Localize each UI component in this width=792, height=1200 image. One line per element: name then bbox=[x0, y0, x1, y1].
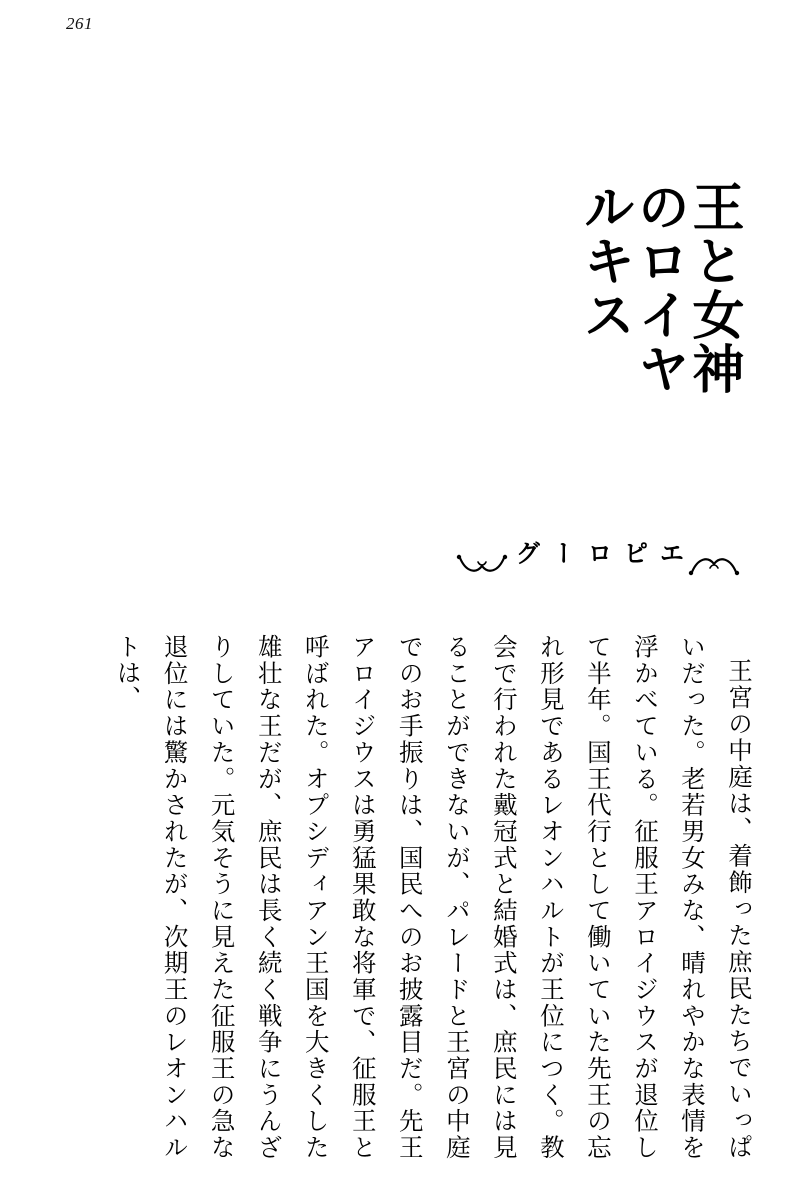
chapter-title: 王と女神のロイヤルキス bbox=[573, 180, 743, 396]
body-text-block bbox=[104, 634, 762, 1160]
chapter-label: エピローグ bbox=[512, 539, 685, 568]
flourish-ornament-top bbox=[688, 552, 740, 578]
flourish-ornament-bottom bbox=[456, 552, 508, 578]
body-paragraph: 王宮の中庭は、着飾った庶民たちでいっぱいだった。老若男女みな、晴れやかな表情を浮かべている。征服王アロイジウスが退位して半年。国王代行として働いていた先王の忘れ形見であるレオンハルトが王位につく。教会で行われた戴冠式と結婚式は、庶民には見ることができないが、パレードと王宮の中庭でのお手振りは、国民へのお披露目だ。先王アロイジウスは勇猛果敢な将軍で、征服王と呼ばれた。オプシディアン王国を大きくした雄壮な王だが、庶民は長く続く戦争にうんざりしていた。元気そうに見えた征服王の急な退位には驚かされたが、次期王のレオンハルトは、 bbox=[113, 633, 752, 1160]
vertical-text-area bbox=[30, 60, 762, 1160]
chapter-heading bbox=[440, 60, 743, 596]
chapter-label-group bbox=[456, 534, 740, 596]
page-number: 261 bbox=[66, 14, 93, 33]
